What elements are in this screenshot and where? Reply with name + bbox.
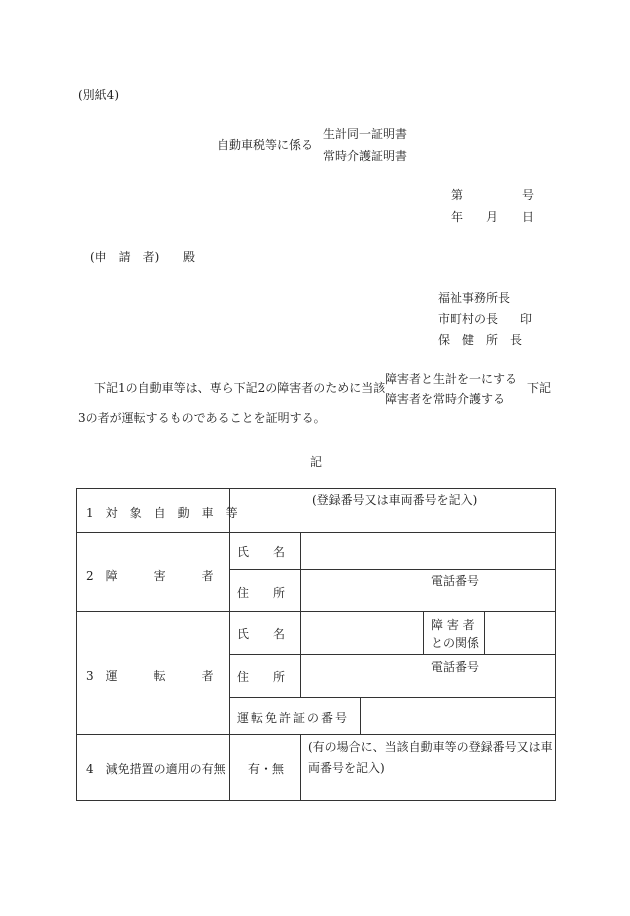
row4-reduction-label: 4 減免措置の適用の有無 [86,762,226,776]
row2-disabled-person-label: 2 障 害 者 [86,569,214,583]
body-option-same-livelihood: 障害者と生計を一にする [385,372,518,386]
row3-phone-label: 電話番号 [431,660,480,674]
row2-address-label: 住 所 [237,586,286,600]
issuer-municipal-head: 市町村の長 [438,312,499,326]
row2-name-label: 氏 名 [237,545,286,559]
number-prefix: 第 [451,188,464,202]
title-prefix: 自動車税等に係る [217,138,314,152]
issuer-welfare-office: 福祉事務所長 [438,291,511,305]
row3-name-label: 氏 名 [237,627,286,641]
issuer-health-center: 保 健 所 長 [438,333,523,347]
row2-phone-label: 電話番号 [431,574,480,588]
title-option-constant-care: 常時介護証明書 [323,149,408,163]
applicant-honorific: 殿 [183,250,196,264]
row3-license-number-label: 運転免許証の番号 [237,711,350,725]
body-line1-a: 下記1の自動車等は、専ら下記2の障害者のために当該 [94,381,386,395]
number-suffix: 号 [522,188,535,202]
ki-heading: 記 [310,455,323,469]
annex-label: (別紙4) [78,88,119,102]
date-day: 日 [522,210,535,224]
row3-driver-label: 3 運 転 者 [86,669,214,683]
row1-vehicle-label: 1 対 象 自 動 車 等 [86,506,238,520]
date-year: 年 [451,210,464,224]
row1-registration-note: (登録番号又は車両番号を記入) [312,493,478,507]
date-month: 月 [486,210,499,224]
title-option-same-livelihood: 生計同一証明書 [323,127,408,141]
applicant-label: (申 請 者) [90,250,160,264]
row3-relation-label-line2: との関係 [431,636,480,650]
body-line2: 3の者が運転するものであることを証明する。 [78,411,326,425]
row3-address-label: 住 所 [237,670,286,684]
row4-note-line1: (有の場合に、当該自動車等の登録番号又は車 [308,740,553,754]
issuer-seal: 印 [520,312,533,326]
row4-note-line2: 両番号を記入) [308,761,385,775]
row3-relation-label-line1: 障 害 者 [431,618,475,632]
body-option-constant-care: 障害者を常時介護する [385,392,506,406]
body-line1-b: 下記 [527,381,552,395]
row4-choice-yes-no: 有・無 [248,762,285,776]
